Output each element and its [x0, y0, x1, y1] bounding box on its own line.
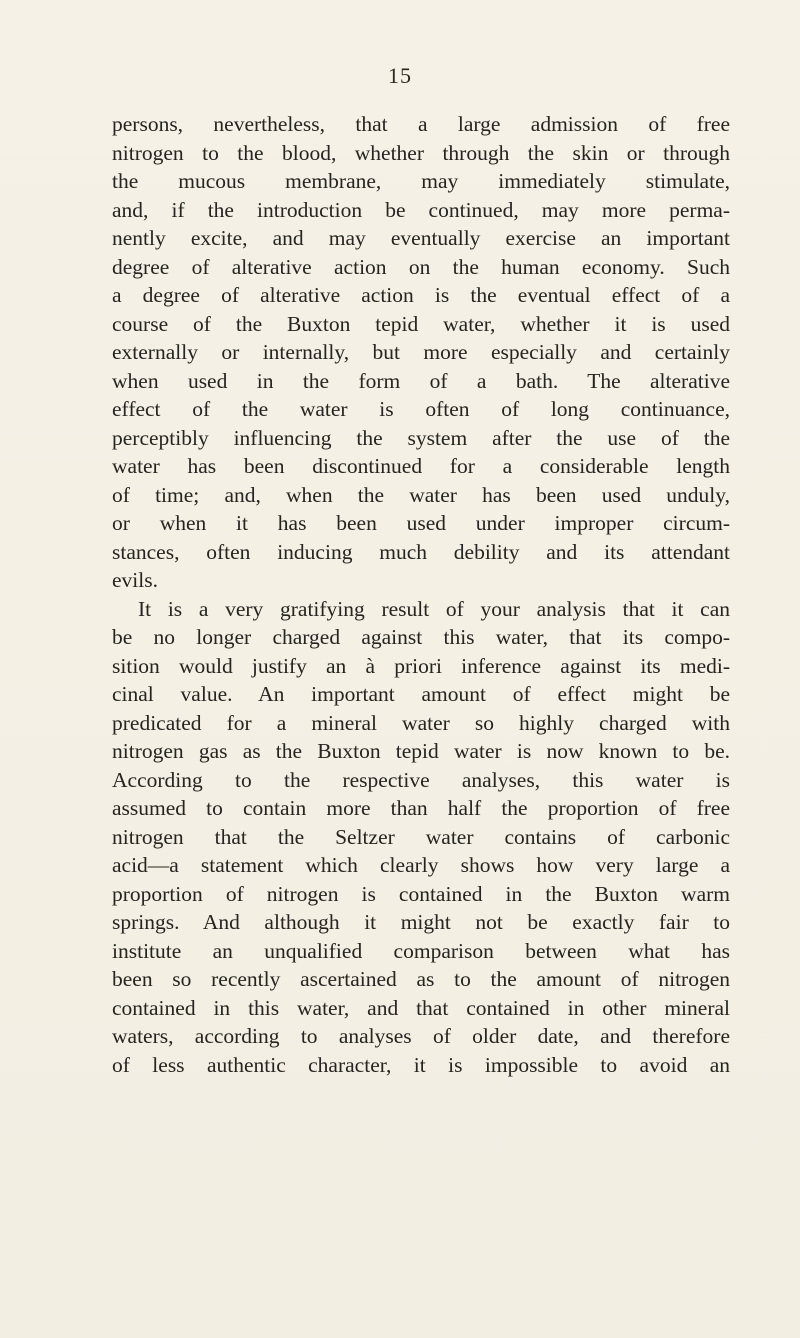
text-line: of less authentic character, it is impossible to avoid an — [112, 1052, 730, 1077]
text-line: proportion of nitrogen is contained in the Buxton warm — [112, 881, 730, 906]
body-text — [112, 110, 730, 1079]
text-line: It is a very gratifying result of your analysis that it can — [138, 596, 730, 621]
text-line: nitrogen gas as the Buxton tepid water is now known to be. — [112, 739, 730, 763]
text-line: evils. — [112, 568, 158, 592]
text-line: nitrogen that the Seltzer water contains of carbonic — [112, 824, 730, 849]
text-line: of time; and, when the water has been used unduly, — [112, 482, 730, 507]
text-line: perceptibly influencing the system after the use of the — [112, 425, 730, 450]
page-number: 15 — [388, 63, 412, 88]
text-line: or when it has been used under improper circum- — [112, 511, 730, 535]
text-line: springs. And although it might not be exactly fair to — [112, 910, 730, 934]
text-line: assumed to contain more than half the proportion of free — [112, 796, 730, 820]
text-line: stances, often inducing much debility and its attendant — [112, 539, 730, 564]
text-line: degree of alterative action on the human economy. Such — [112, 254, 730, 279]
text-line: water has been discontinued for a considerable length — [112, 454, 730, 478]
text-line: course of the Buxton tepid water, whether it is used — [112, 311, 730, 336]
text-line: predicated for a mineral water so highly charged with — [112, 710, 730, 735]
paragraph-2 — [112, 595, 730, 1080]
text-line: waters, according to analyses of older date, and therefore — [112, 1024, 730, 1048]
paragraph-1 — [112, 110, 730, 595]
text-line: be no longer charged against this water, that its compo- — [112, 625, 730, 649]
text-line: a degree of alterative action is the eventual effect of a — [112, 283, 730, 307]
text-line: According to the respective analyses, this water is — [112, 767, 730, 792]
text-line: persons, nevertheless, that a large admission of free — [112, 112, 730, 136]
text-line: cinal value. An important amount of effect might be — [112, 682, 730, 706]
text-line: effect of the water is often of long continuance, — [112, 397, 730, 421]
text-line: institute an unqualified comparison between what has — [112, 938, 730, 963]
text-line: and, if the introduction be continued, may more perma- — [112, 197, 730, 222]
text-line: nently excite, and may eventually exercise an important — [112, 226, 730, 250]
text-line: the mucous membrane, may immediately stimulate, — [112, 169, 730, 193]
text-line: externally or internally, but more especially and certainly — [112, 340, 730, 364]
text-line: contained in this water, and that contained in other mineral — [112, 995, 730, 1020]
text-line: nitrogen to the blood, whether through the skin or through — [112, 140, 730, 165]
text-line: been so recently ascertained as to the amount of nitrogen — [112, 967, 730, 991]
text-line: acid—a statement which clearly shows how very large a — [112, 853, 730, 877]
text-line: when used in the form of a bath. The alterative — [112, 368, 730, 393]
text-line: sition would justify an à priori inference against its medi- — [112, 653, 730, 678]
